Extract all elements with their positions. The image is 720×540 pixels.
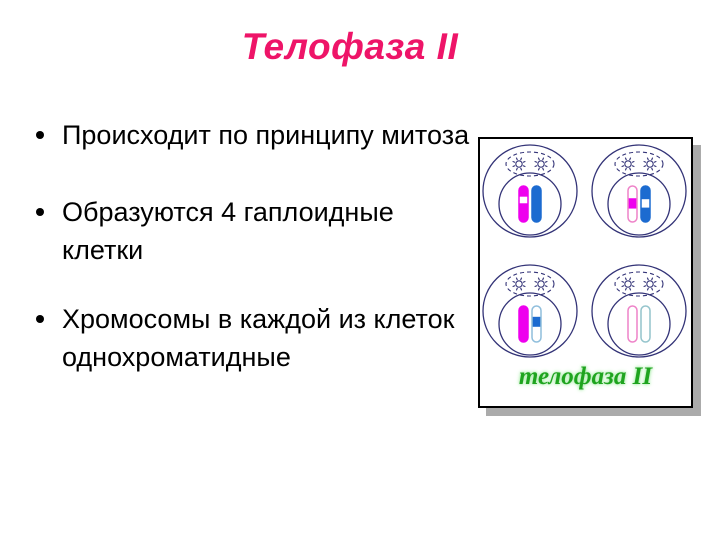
bullet-item	[30, 193, 482, 269]
cell-top-right	[592, 145, 686, 237]
bullet-item	[30, 300, 482, 376]
cell-bottom-left	[483, 265, 577, 357]
bullet-text: Образуются 4 гаплоидные клетки	[62, 197, 394, 265]
bullet-text: Хромосомы в каждой из клеток однохроматидные	[62, 304, 455, 372]
cell-top-left	[483, 145, 577, 237]
telophase-figure	[478, 137, 693, 408]
bullet-dot-icon	[36, 315, 44, 323]
bullet-dot-icon	[36, 208, 44, 216]
cell-bottom-right	[592, 265, 686, 357]
bullet-text: Происходит по принципу митоза	[62, 120, 470, 150]
bullet-dot-icon	[36, 131, 44, 139]
bullet-item	[30, 116, 482, 154]
bullet-list	[30, 116, 482, 376]
cells-diagram	[480, 139, 687, 363]
figure-caption: телофаза II	[518, 363, 653, 390]
slide-title: Телофаза II	[241, 26, 459, 67]
